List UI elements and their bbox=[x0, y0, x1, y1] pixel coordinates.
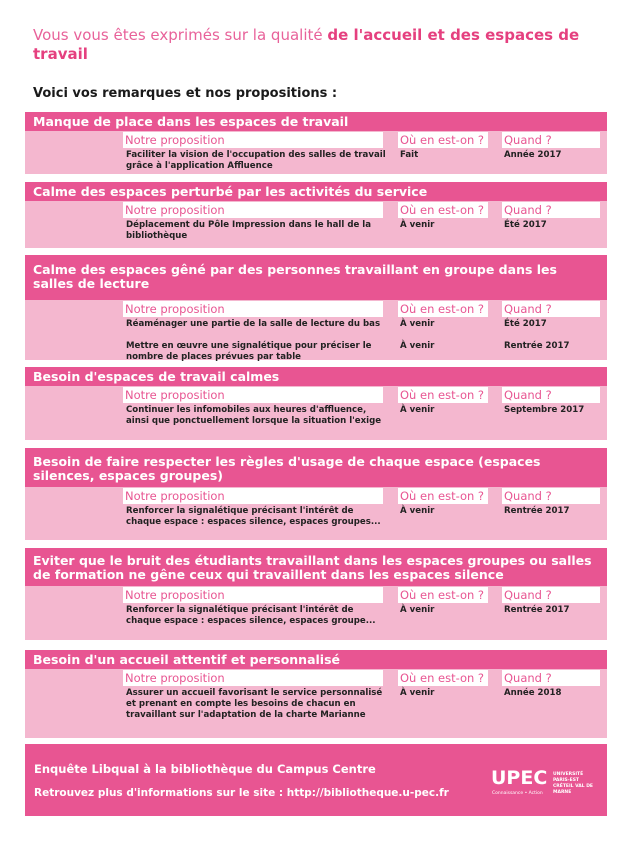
header-when: Quand ? bbox=[502, 387, 600, 403]
proposal-text: Continuer les infomobiles aux heures d'affluence, ainsi que ponctuellement lorsque la situation l'exige bbox=[126, 405, 382, 426]
subtitle: Voici vos remarques et nos propositions : bbox=[33, 86, 338, 101]
intro-heading bbox=[33, 26, 593, 64]
header-proposition: Notre proposition bbox=[123, 132, 383, 148]
proposal-status: À venir bbox=[400, 319, 435, 329]
proposal-status: À venir bbox=[400, 506, 435, 516]
section-title: Calme des espaces gêné par des personnes travaillant en groupe dans les salles de lecture bbox=[25, 255, 607, 300]
section-manque-de-place bbox=[25, 112, 607, 174]
column-header-row bbox=[25, 587, 607, 605]
column-header-row bbox=[25, 670, 607, 688]
proposal-row bbox=[25, 319, 607, 341]
proposal-status: À venir bbox=[400, 605, 435, 615]
header-proposition: Notre proposition bbox=[123, 587, 383, 603]
section-title: Besoin d'espaces de travail calmes bbox=[25, 367, 607, 386]
section-regles-usage bbox=[25, 448, 607, 540]
section-title: Calme des espaces perturbé par les activités du service bbox=[25, 182, 607, 201]
footer bbox=[25, 744, 607, 816]
header-when: Quand ? bbox=[502, 488, 600, 504]
proposal-when: Été 2017 bbox=[504, 319, 547, 329]
upec-logo bbox=[491, 753, 603, 809]
proposal-status: Fait bbox=[400, 150, 419, 160]
section-calme-activites-service bbox=[25, 182, 607, 248]
proposal-when: Rentrée 2017 bbox=[504, 341, 570, 351]
column-header-row bbox=[25, 301, 607, 319]
proposal-text: Renforcer la signalétique précisant l'intérêt de chaque espace : espaces silence, espaces groupes... bbox=[126, 506, 381, 527]
proposal-status: À venir bbox=[400, 688, 435, 698]
header-status: Où en est-on ? bbox=[398, 132, 488, 148]
section-espaces-calmes bbox=[25, 367, 607, 440]
proposal-status: À venir bbox=[400, 341, 435, 351]
proposal-when: Année 2017 bbox=[504, 150, 562, 160]
header-when: Quand ? bbox=[502, 670, 600, 686]
proposal-when: Septembre 2017 bbox=[504, 405, 585, 415]
proposal-when: Rentrée 2017 bbox=[504, 605, 570, 615]
logo-wordmark: UPEC bbox=[491, 767, 548, 789]
section-title: Besoin de faire respecter les règles d'usage de chaque espace (espaces silences, espaces groupes) bbox=[25, 448, 607, 487]
column-header-row bbox=[25, 132, 607, 150]
proposal-text: Faciliter la vision de l'occupation des salles de travail grâce à l'application Affluence bbox=[126, 150, 386, 171]
proposal-when: Rentrée 2017 bbox=[504, 506, 570, 516]
logo-tagline: Connaissance • Action bbox=[492, 791, 543, 796]
header-status: Où en est-on ? bbox=[398, 301, 488, 317]
column-header-row bbox=[25, 488, 607, 506]
section-calme-groupes bbox=[25, 255, 607, 360]
header-status: Où en est-on ? bbox=[398, 387, 488, 403]
section-title: Eviter que le bruit des étudiants travaillant dans les espaces groupes ou salles de formation ne gêne ceux qui travaillent dans les espaces silence bbox=[25, 548, 607, 586]
proposal-text: Réaménager une partie de la salle de lecture du bas bbox=[126, 319, 381, 329]
footer-survey-title: Enquête Libqual à la bibliothèque du Campus Centre bbox=[34, 762, 376, 776]
header-when: Quand ? bbox=[502, 301, 600, 317]
logo-university-name: UNIVERSITÉ PARIS-EST CRÉTEIL VAL DE MARNE bbox=[553, 772, 593, 795]
header-status: Où en est-on ? bbox=[398, 488, 488, 504]
intro-bold: de l'accueil et des espaces de travail bbox=[33, 26, 580, 63]
header-status: Où en est-on ? bbox=[398, 670, 488, 686]
footer-website-link[interactable]: Retrouvez plus d'informations sur le site : http://bibliotheque.u-pec.fr bbox=[34, 787, 449, 799]
section-accueil-attentif bbox=[25, 650, 607, 738]
section-title: Manque de place dans les espaces de travail bbox=[25, 112, 607, 131]
proposal-status: À venir bbox=[400, 220, 435, 230]
section-title: Besoin d'un accueil attentif et personnalisé bbox=[25, 650, 607, 669]
header-when: Quand ? bbox=[502, 202, 600, 218]
proposal-text: Déplacement du Pôle Impression dans le hall de la bibliothèque bbox=[126, 220, 372, 241]
intro-normal: Vous vous êtes exprimés sur la qualité bbox=[33, 26, 328, 44]
header-status: Où en est-on ? bbox=[398, 587, 488, 603]
proposal-text: Mettre en œuvre une signalétique pour préciser le nombre de places prévues par table bbox=[126, 341, 372, 362]
header-proposition: Notre proposition bbox=[123, 202, 383, 218]
proposal-when: Été 2017 bbox=[504, 220, 547, 230]
proposal-text: Renforcer la signalétique précisant l'intérêt de chaque espace : espaces silence, espaces groupe... bbox=[126, 605, 376, 626]
header-when: Quand ? bbox=[502, 587, 600, 603]
proposal-when: Année 2018 bbox=[504, 688, 562, 698]
proposal-text: Assurer un accueil favorisant le service personnalisé et prenant en compte les besoins de chacun en travaillant sur l'adaptation de la charte Marianne bbox=[126, 688, 383, 720]
header-when: Quand ? bbox=[502, 132, 600, 148]
header-proposition: Notre proposition bbox=[123, 670, 383, 686]
column-header-row bbox=[25, 202, 607, 220]
header-status: Où en est-on ? bbox=[398, 202, 488, 218]
header-proposition: Notre proposition bbox=[123, 488, 383, 504]
section-bruit-etudiants bbox=[25, 548, 607, 640]
column-header-row bbox=[25, 387, 607, 405]
header-proposition: Notre proposition bbox=[123, 387, 383, 403]
header-proposition: Notre proposition bbox=[123, 301, 383, 317]
proposal-status: À venir bbox=[400, 405, 435, 415]
